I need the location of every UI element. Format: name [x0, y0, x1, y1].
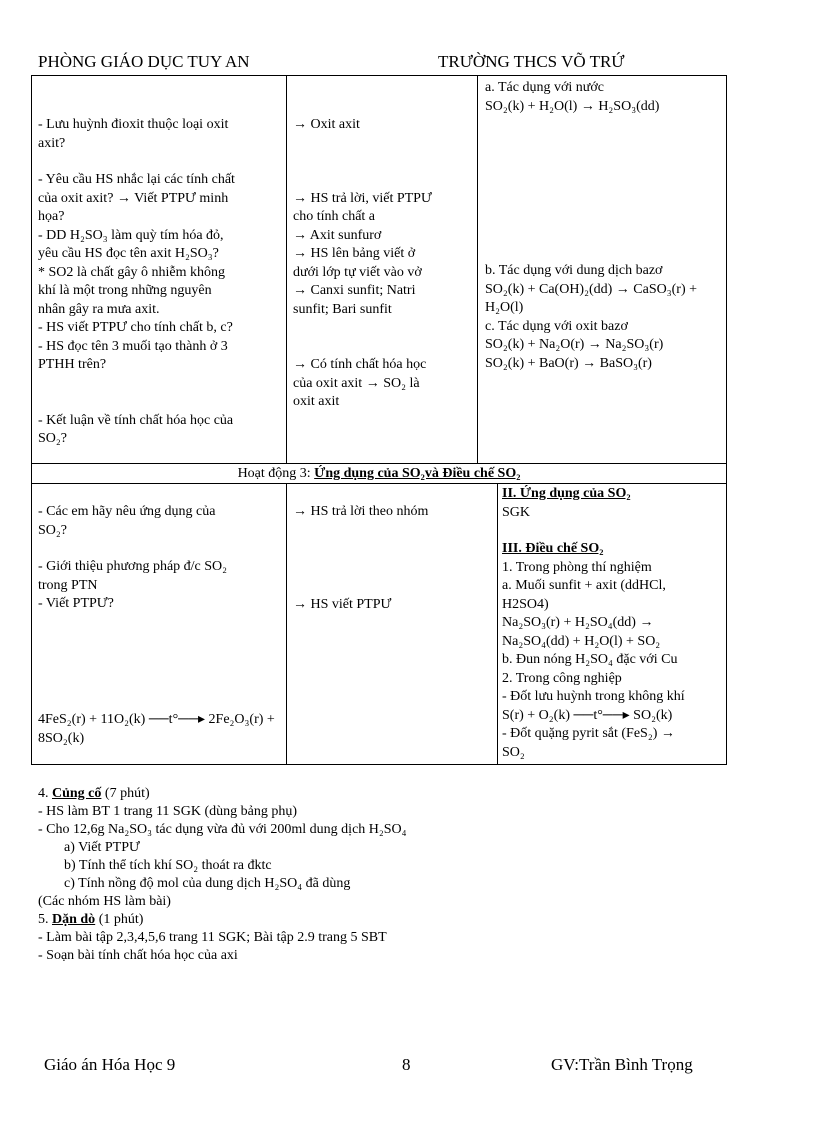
text-line: c. Tác dụng với oxit bazơ: [485, 318, 628, 334]
row2-equation: [38, 711, 275, 748]
text-line: của oxit axit → SO₂ là: [293, 375, 420, 391]
text-line: → HS lên bảng viết ở: [293, 246, 416, 261]
section-title: Củng cố: [52, 786, 102, 801]
text-line: - DD H₂SO₃ làm quỳ tím hóa đỏ,: [38, 227, 224, 243]
text-line: - Yêu cầu HS nhắc lại các tính chất: [38, 172, 235, 187]
text-line: - Soạn bài tính chất hóa học của axi: [38, 948, 238, 963]
text-line: dưới lớp tự viết vào vở: [293, 264, 422, 280]
text-line: H₂O(l): [485, 300, 524, 315]
text-line: cho tính chất a: [293, 209, 376, 224]
section-time: (1 phút): [95, 912, 144, 927]
text-line: SO₂(k) + Ca(OH)₂(dd) → CaSO₃(r) +: [485, 281, 698, 297]
text-line: → HS viết PTPƯ: [293, 596, 392, 612]
text-line: - Cho 12,6g Na₂SO₃ tác dụng vừa đủ với 200ml dung dịch H₂SO₄: [38, 822, 407, 837]
text-line: SO₂(k) + H₂O(l) → H₂SO₃(dd): [485, 98, 660, 114]
row1-teacher-activities: [38, 116, 235, 449]
text-line: yêu cầu HS đọc tên axit H₂SO₃?: [38, 246, 219, 261]
row1-content-continued: [485, 262, 697, 373]
activity-label: Hoạt động 3:: [237, 466, 315, 481]
text-line: a) Viết PTPƯ: [64, 840, 140, 855]
text-line: - Giới thiệu phương pháp đ/c SO₂: [38, 559, 228, 574]
section-number: 5.: [38, 912, 52, 927]
text-line: nhân gây ra mưa axit.: [38, 301, 160, 317]
text-line: → Axit sunfurơ: [293, 227, 382, 243]
text-line: Na₂SO₃(r) + H₂SO₄(dd) →: [502, 615, 654, 630]
text-line: - HS làm BT 1 trang 11 SGK (dùng bảng phụ): [38, 804, 297, 819]
text-line: - Kết luận về tính chất hóa học của: [38, 412, 234, 428]
text-line: - Đốt lưu huỳnh trong không khí: [502, 689, 685, 704]
text-line: → Có tính chất hóa học: [293, 357, 427, 372]
text-line: (Các nhóm HS làm bài): [38, 894, 171, 909]
section-heading: III. Điều chế SO₂: [502, 541, 604, 556]
text-line: Na₂SO₄(dd) + H₂O(l) + SO₂: [502, 633, 661, 649]
footer-title: Giáo án Hóa Học 9: [44, 1055, 176, 1074]
text-line: → HS trả lời theo nhóm: [293, 504, 429, 519]
text-line: của oxit axit? → Viết PTPƯ minh: [38, 190, 229, 206]
text-line: 8SO₂(k): [38, 730, 85, 746]
section-number: 4.: [38, 786, 52, 801]
text-line: a. Tác dụng với nước: [485, 80, 604, 95]
text-line: axit?: [38, 135, 66, 151]
text-line: sunfit; Bari sunfit: [293, 301, 392, 317]
text-line: SO₂?: [38, 522, 67, 538]
row2-teacher-activities: [38, 503, 227, 614]
header-school-district: PHÒNG GIÁO DỤC TUY AN: [38, 52, 250, 71]
footer-teacher: GV:Trần Bình Trọng: [551, 1055, 693, 1074]
text-line: → HS trả lời, viết PTPƯ: [293, 190, 432, 206]
text-line: 2. Trong công nghiệp: [502, 670, 622, 686]
page-number: 8: [402, 1055, 411, 1074]
activity3-title: [31, 465, 727, 483]
text-line: * SO2 là chất gây ô nhiễm không: [38, 264, 226, 280]
text-line: 1. Trong phòng thí nghiệm: [502, 559, 652, 575]
text-line: H2SO4): [502, 596, 549, 612]
text-line: - Các em hãy nêu ứng dụng của: [38, 504, 216, 519]
text-line: b. Tác dụng với dung dịch bazơ: [485, 263, 663, 278]
text-line: - Đốt quặng pyrit sắt (FeS₂) →: [502, 726, 675, 741]
row2-student-activities: [293, 503, 428, 614]
text-line: SO₂(k) + Na₂O(r) → Na₂SO₃(r): [485, 337, 664, 352]
activity-topic: Ứng dụng của SO₂và Điều chế SO₂: [314, 466, 521, 481]
text-line: - Lưu huỳnh đioxit thuộc loại oxit: [38, 117, 229, 132]
section-cung-co: [38, 785, 407, 965]
text-line: SO₂: [502, 744, 525, 760]
text-line: PTHH trên?: [38, 357, 107, 372]
text-line: SGK: [502, 504, 531, 520]
text-line: - Viết PTPƯ?: [38, 596, 114, 611]
text-line: S(r) + O₂(k) ──t°──▸ SO₂(k): [502, 707, 673, 723]
section-heading: [38, 785, 407, 803]
text-line: c) Tính nồng độ mol của dung dịch H₂SO₄ đã dùng: [64, 876, 351, 891]
text-line: oxit axit: [293, 394, 340, 409]
section-heading: [38, 911, 407, 929]
row1-student-activities: [293, 116, 432, 412]
text-line: b) Tính thể tích khí SO₂ thoát ra đktc: [64, 858, 272, 873]
text-line: họa?: [38, 209, 65, 224]
row2-content: [502, 485, 685, 762]
section-heading: II. Ứng dụng của SO₂: [502, 486, 631, 501]
text-line: a. Muối sunfit + axit (ddHCl,: [502, 578, 666, 593]
section-title: Dặn dò: [52, 912, 96, 927]
text-line: - Làm bài tập 2,3,4,5,6 trang 11 SGK; Bài tập 2.9 trang 5 SBT: [38, 930, 387, 945]
text-line: SO₂?: [38, 431, 67, 446]
text-line: → Canxi sunfit; Natri: [293, 283, 416, 298]
text-line: b. Đun nóng H₂SO₄ đặc với Cu: [502, 652, 678, 667]
text-line: trong PTN: [38, 577, 98, 593]
row1-content: [485, 79, 659, 116]
text-line: SO₂(k) + BaO(r) → BaSO₃(r): [485, 355, 652, 371]
section-time: (7 phút): [101, 786, 150, 801]
text-line: - HS viết PTPƯ cho tính chất b, c?: [38, 320, 233, 335]
header-school-name: TRƯỜNG THCS VÕ TRỨ: [438, 52, 625, 71]
text-line: 4FeS₂(r) + 11O₂(k) ──t°──▸ 2Fe₂O₃(r) +: [38, 712, 275, 727]
text-line: - HS đọc tên 3 muối tạo thành ở 3: [38, 338, 228, 354]
text-line: khí là một trong những nguyên: [38, 283, 212, 298]
text-line: → Oxit axit: [293, 117, 360, 132]
